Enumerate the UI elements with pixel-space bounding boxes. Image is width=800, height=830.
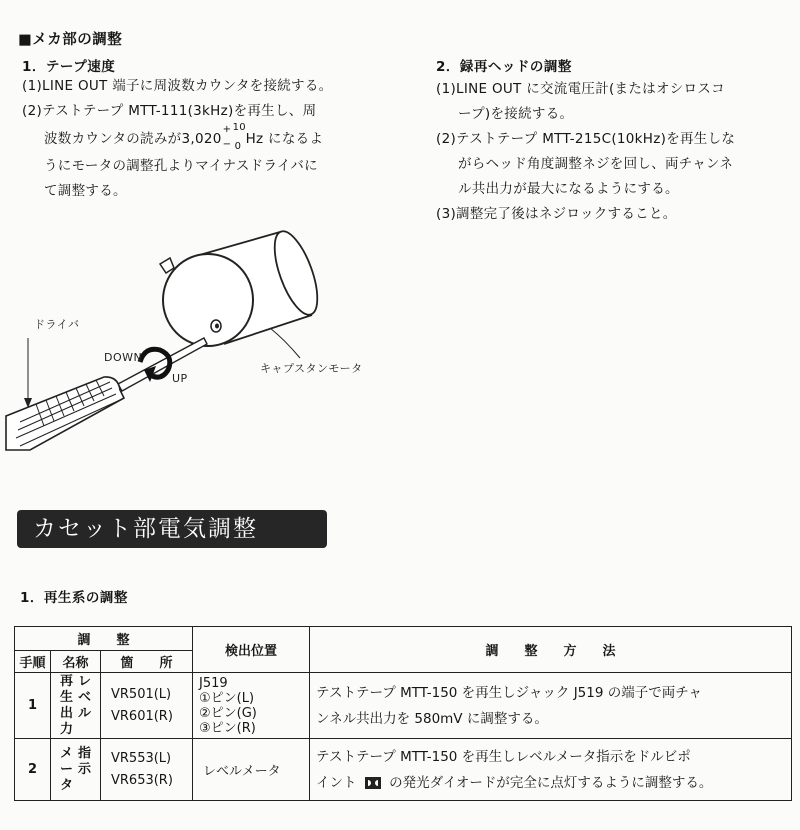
table-group-header: 調 整 — [15, 627, 193, 651]
row-method-1: テストテープ MTT-150 を再生しレベルメータ指示をドルビポ — [316, 748, 691, 765]
row-step: 2 — [15, 739, 51, 801]
row-location — [101, 739, 193, 801]
row-method-1: テストテープ MTT-150 を再生しジャック J519 の端子で両チャ — [316, 684, 702, 701]
table-header-location: 箇 所 — [101, 651, 193, 673]
head-step1-line1: (1)LINE OUT に交流電圧計(またはオシロスコ — [436, 81, 725, 97]
row-location-2: VR653(R) — [111, 772, 173, 788]
adjustment-table — [14, 626, 792, 801]
row-method-2-post: の発光ダイオードが完全に点灯するように調整する。 — [389, 774, 713, 791]
row-detect-2: ①ピン(L) — [199, 690, 255, 706]
tape-speed-step1: (1)LINE OUT 端子に周波数カウンタを接続する。 — [22, 78, 333, 94]
capstan-motor-figure — [0, 220, 430, 470]
tolerance-plus: + — [222, 124, 232, 135]
head-step1-line2: ープ)を接続する。 — [458, 106, 574, 122]
playback-heading: 1．再生系の調整 — [20, 590, 128, 606]
up-label: UP — [172, 372, 188, 385]
motor-label: キャプスタンモータ — [260, 362, 363, 375]
tape-speed-step2-line1: (2)テストテープ MTT-111(3kHz)を再生し、周 — [22, 103, 317, 119]
tolerance-fraction — [223, 124, 245, 154]
row-detect — [193, 673, 310, 739]
row-name-col2: レベル — [77, 673, 91, 721]
tolerance-lower: 0 — [234, 141, 242, 152]
dolby-logo-icon — [365, 777, 381, 789]
row-detect-4: ③ピン(R) — [199, 720, 256, 736]
section-banner: カセット部電気調整 — [17, 510, 327, 548]
row-name-col1: メータ — [59, 745, 73, 793]
row-detect — [193, 739, 310, 801]
row-method-2: ンネル共出力を 580mV に調整する。 — [316, 710, 548, 727]
row-detect-1: J519 — [199, 675, 228, 691]
row-method-2-pre: イント — [316, 774, 357, 791]
head-step2-line2: がらヘッド角度調整ネジを回し、両チャンネ — [458, 156, 734, 172]
tape-speed-steps — [22, 74, 402, 204]
head-step2-line3: ル共出力が最大になるようにする。 — [458, 181, 679, 197]
row-detect-1: レベルメータ — [203, 764, 281, 779]
tape-speed-step2-line3: うにモータの調整孔よりマイナスドライバに — [44, 158, 318, 174]
row-name — [51, 739, 101, 801]
step2-line2-post: Hz になるよ — [245, 131, 324, 147]
tape-speed-step2-line2 — [22, 124, 402, 154]
row-location — [101, 673, 193, 739]
row-detect-3: ②ピン(G) — [199, 705, 257, 721]
row-name-col1: 再生出力 — [59, 673, 73, 737]
table-header-step: 手順 — [15, 651, 51, 673]
row-name-col2: 指示 — [77, 745, 91, 777]
table-header-detect: 検出位置 — [193, 627, 310, 673]
row-method — [310, 673, 792, 739]
row-method — [310, 739, 792, 801]
table-row — [15, 673, 792, 739]
row-location-1: VR553(L) — [111, 750, 172, 766]
head-heading: 2．録再ヘッドの調整 — [436, 59, 572, 75]
capstan-motor-icon — [160, 226, 326, 346]
down-label: DOWN — [104, 351, 143, 364]
section-title: ■メカ部の調整 — [18, 32, 123, 48]
table-header-name: 名称 — [51, 651, 101, 673]
driver-label: ドライバ — [34, 318, 80, 331]
tape-speed-step2-line4: て調整する。 — [44, 183, 127, 199]
head-steps — [436, 77, 796, 227]
row-location-2: VR601(R) — [111, 708, 173, 724]
table-header-method: 調 整 方 法 — [310, 627, 792, 673]
row-location-1: VR501(L) — [111, 686, 172, 702]
table-header-row-1 — [15, 627, 792, 651]
tolerance-upper: 10 — [232, 122, 246, 133]
row-method-2 — [316, 770, 791, 796]
tape-speed-heading: 1．テープ速度 — [22, 59, 116, 75]
head-step3: (3)調整完了後はネジロックすること。 — [436, 206, 677, 222]
step2-line2-pre: 波数カウンタの読みが3,020 — [44, 131, 222, 147]
tolerance-minus: − — [222, 139, 232, 150]
head-step2-line1: (2)テストテープ MTT-215C(10kHz)を再生しな — [436, 131, 736, 147]
row-name — [51, 673, 101, 739]
row-step: 1 — [15, 673, 51, 739]
table-row — [15, 739, 792, 801]
